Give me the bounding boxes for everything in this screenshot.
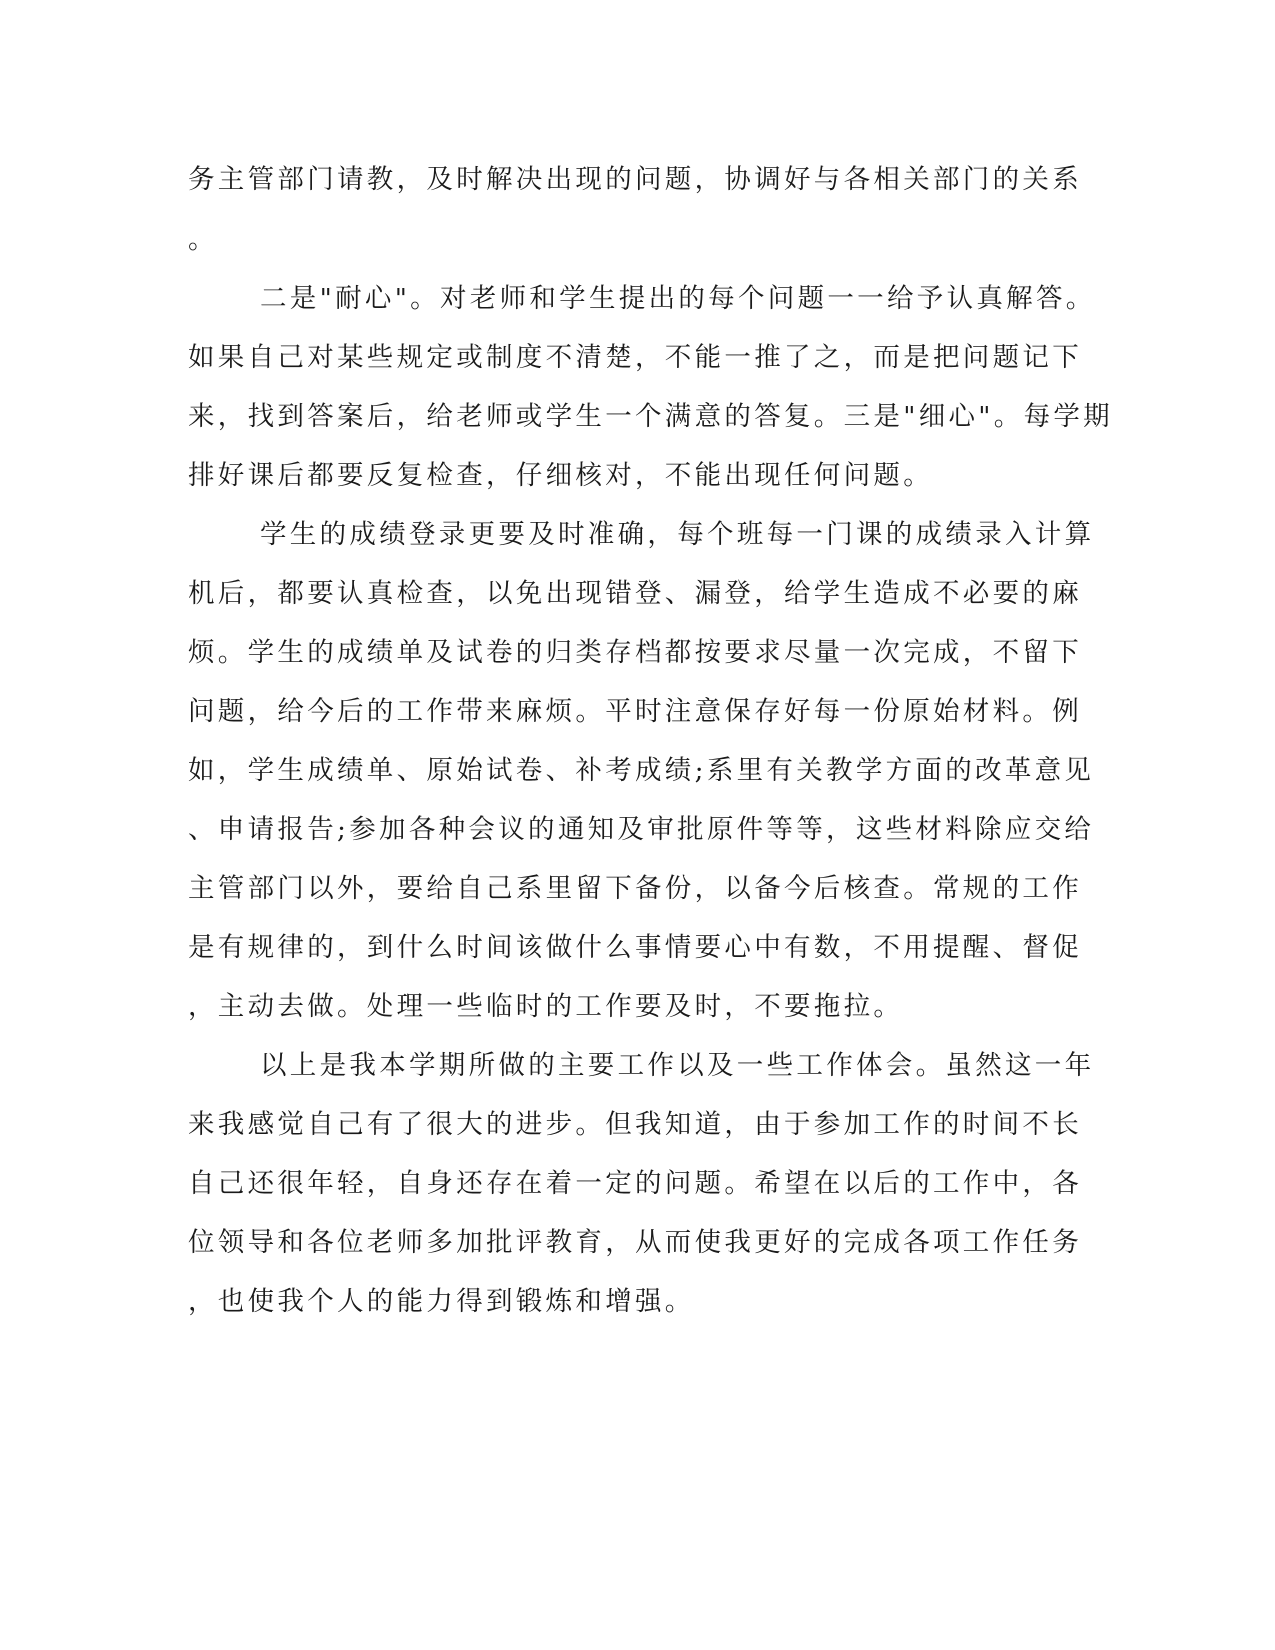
text-line-12: 、申请报告;参加各种会议的通知及审批原件等等，这些材料除应交给	[188, 814, 1095, 845]
text-line-1: 务主管部门请教，及时解决出现的问题，协调好与各相关部门的关系	[188, 164, 1082, 195]
text-line-2: 。	[188, 224, 218, 255]
text-line-8: 机后，都要认真检查，以免出现错登、漏登，给学生造成不必要的麻	[188, 578, 1082, 609]
text-line-20: ，也使我个人的能力得到锻炼和增强。	[188, 1286, 695, 1317]
text-line-9: 烦。学生的成绩单及试卷的归类存档都按要求尽量一次完成，不留下	[188, 637, 1082, 668]
text-line-6: 排好课后都要反复检查，仔细核对，不能出现任何问题。	[188, 460, 933, 491]
text-line-7: 学生的成绩登录更要及时准确，每个班每一门课的成绩录入计算	[260, 519, 1095, 550]
text-line-11: 如，学生成绩单、原始试卷、补考成绩;系里有关教学方面的改革意见	[188, 755, 1095, 786]
text-line-13: 主管部门以外，要给自己系里留下备份，以备今后核查。常规的工作	[188, 873, 1082, 904]
text-line-17: 来我感觉自己有了很大的进步。但我知道，由于参加工作的时间不长	[188, 1109, 1082, 1140]
text-line-10: 问题，给今后的工作带来麻烦。平时注意保存好每一份原始材料。例	[188, 696, 1082, 727]
text-line-5: 来，找到答案后，给老师或学生一个满意的答复。三是"细心"。每学期	[188, 401, 1113, 432]
text-line-14: 是有规律的，到什么时间该做什么事情要心中有数，不用提醒、督促	[188, 932, 1082, 963]
text-line-3: 二是"耐心"。对老师和学生提出的每个问题一一给予认真解答。	[260, 283, 1096, 314]
text-line-4: 如果自己对某些规定或制度不清楚，不能一推了之，而是把问题记下	[188, 342, 1082, 373]
text-line-19: 位领导和各位老师多加批评教育，从而使我更好的完成各项工作任务	[188, 1227, 1082, 1258]
text-line-18: 自己还很年轻，自身还存在着一定的问题。希望在以后的工作中，各	[188, 1168, 1082, 1199]
text-line-15: ，主动去做。处理一些临时的工作要及时，不要拖拉。	[188, 991, 904, 1022]
text-line-16: 以上是我本学期所做的主要工作以及一些工作体会。虽然这一年	[260, 1050, 1095, 1081]
